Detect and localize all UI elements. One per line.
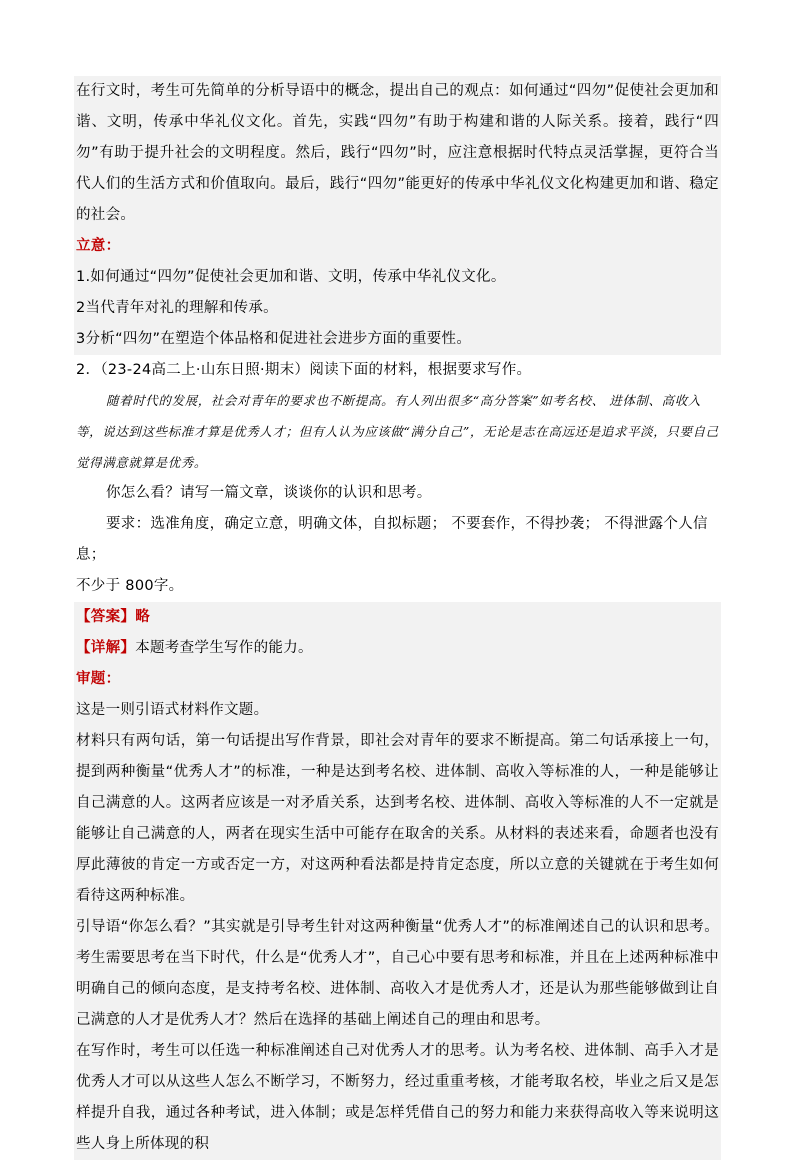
question-2-requirements: 要求：选准角度，确定立意，明确文体，自拟标题； 不要套作，不得抄袭； 不得泄露个人信息； bbox=[76, 516, 708, 563]
answer-label: 【答案】 bbox=[76, 609, 136, 625]
answer-text: 略 bbox=[135, 609, 151, 625]
detail-line bbox=[74, 633, 721, 664]
intro-block bbox=[74, 76, 721, 355]
answer-block bbox=[74, 602, 721, 1160]
analysis-paragraph-2: 材料只有两句话，第一句话提出写作背景，即社会对青年的要求不断提高。第二句话承接上一句，提到两种衡量“优秀人才”的标准，一种是达到考名校、进体制、高收入等标准的人，一种是能够让自己满意的人。这两者应该是一对矛盾关系，达到考名校、进体制、高收入等标准的人不一定就是能够让自己满意的人，两者在现实生活中可能存在取舍的关系。从材料的表述来看，命题者也没有厚此薄彼的肯定一方或否定一方，对这两种看法都是持肯定态度，所以立意的关键就在于考生如何看待这两种标准。 bbox=[76, 733, 719, 904]
detail-text: 本题考查学生写作的能力。 bbox=[135, 640, 313, 656]
analysis-paragraph-4: 在写作时，考生可以任选一种标准阐述自己对优秀人才的思考。认为考名校、进体制、高手入才是优秀人才可以从这些人怎么不断学习，不断努力，经过重重考核，才能考取名校，毕业之后又是怎样提升自我，通过各种考试，进入体制；或是怎样凭借自己的努力和能力来获得高收入等来说明这些人身上所体现的积 bbox=[76, 1043, 719, 1152]
shenti-label: 审题： bbox=[76, 671, 121, 687]
question-2-word-count: 不少于 800字。 bbox=[76, 578, 184, 594]
intro-paragraph: 在行文时，考生可先简单的分析导语中的概念，提出自己的观点：如何通过“四勿”促使社会更加和谐、文明，传承中华礼仪文化。首先，实践“四勿”有助于构建和谐的人际关系。接着，践行“四勿”有助于提升社会的文明程度。然后，践行“四勿”时，应注意根据时代特点灵活掌握，更符合当代人们的生活方式和价值取向。最后，践行“四勿”能更好的传承中华礼仪文化构建更加和谐、稳定的社会。 bbox=[76, 83, 719, 223]
detail-label: 【详解】 bbox=[76, 640, 136, 656]
liyi-label: 立意： bbox=[76, 238, 121, 254]
question-2-material: 随着时代的发展，社会对青年的要求也不断提高。有人列出很多“高分答案”如考名校、 进体制、高收入等，说达到这些标准才算是优秀人才；但有人认为应该做“满分自己”，无论是志在高远还是追求平淡，只要自己觉得满意就算是优秀。 bbox=[76, 393, 719, 470]
analysis-paragraph-1: 这是一则引语式材料作文题。 bbox=[76, 702, 269, 718]
liyi-item-3: 3分析“四勿”在塑造个体品格和促进社会进步方面的重要性。 bbox=[76, 331, 472, 347]
question-2-heading: 2．（23-24高二上·山东日照·期末）阅读下面的材料，根据要求写作。 bbox=[76, 362, 532, 378]
answer-line bbox=[74, 602, 721, 633]
liyi-item-2: 2当代青年对礼的理解和传承。 bbox=[76, 300, 278, 316]
question-2-prompt: 你怎么看？请写一篇文章，谈谈你的认识和思考。 bbox=[106, 485, 432, 501]
analysis-paragraph-3: 引导语“你怎么看？”其实就是引导考生针对这两种衡量“优秀人才”的标准阐述自己的认识和思考。考生需要思考在当下时代，什么是“优秀人才”，自己心中要有思考和标准，并且在上述两种标准中明确自己的倾向态度，是支持考名校、进体制、高收入才是优秀人才，还是认为那些能够做到让自己满意的人才是优秀人才？然后在选择的基础上阐述自己的理由和思考。 bbox=[76, 919, 719, 1028]
liyi-item-1: 1.如何通过“四勿”促使社会更加和谐、文明，传承中华礼仪文化。 bbox=[76, 269, 506, 285]
document-body bbox=[74, 76, 721, 1160]
